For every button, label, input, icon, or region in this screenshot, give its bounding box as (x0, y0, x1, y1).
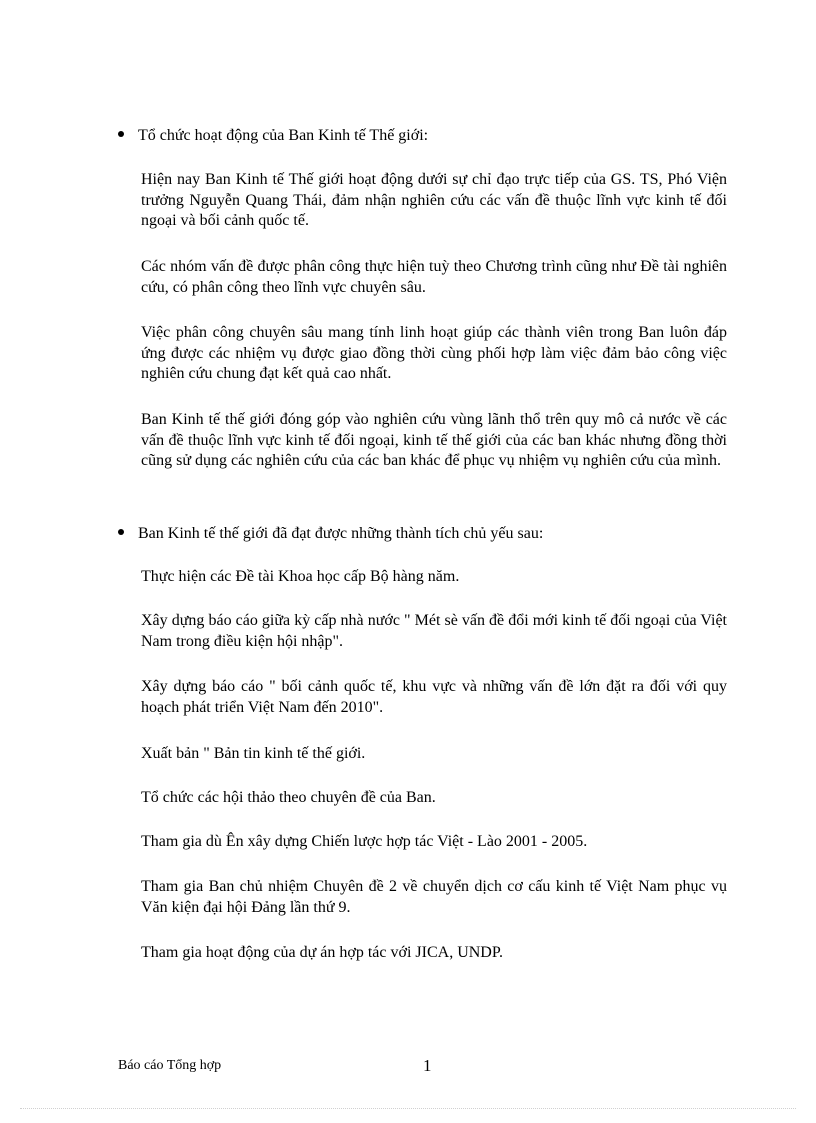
bullet-icon (118, 529, 124, 535)
achievement-item-4: Xuất bản " Bản tin kinh tế thế giới. (141, 745, 366, 762)
page-number: 1 (423, 1056, 432, 1075)
achievement-item-8: Tham gia hoạt động của dự án hợp tác với JICA, UNDP. (141, 944, 503, 961)
achievement-item-6: Tham gia dù Ên xây dựng Chiến lược hợp tác Việt - Lào 2001 - 2005. (141, 833, 588, 850)
section2-heading-text: Ban Kinh tế thế giới đã đạt được những thành tích chủ yếu sau: (138, 525, 544, 542)
achievement-item-1: Thực hiện các Đề tài Khoa học cấp Bộ hàng năm. (141, 568, 460, 585)
section1-paragraph-2: Các nhóm vấn đề được phân công thực hiện tuỳ theo Chương trình cũng như Đề tài nghiên cứu, có phân công theo lĩnh vực chuyên sâu. (141, 258, 727, 296)
section1-heading-text: Tổ chức hoạt động của Ban Kinh tế Thế giới: (138, 127, 429, 144)
achievement-item-5: Tổ chức các hội thảo theo chuyên đề của Ban. (141, 789, 436, 806)
achievement-item-7: Tham gia Ban chủ nhiệm Chuyên đề 2 về chuyển dịch cơ cấu kinh tế Việt Nam phục vụ Văn kiện đại hội Đảng lần thứ 9. (141, 878, 727, 916)
section1-heading (118, 125, 728, 147)
section2-heading (118, 523, 728, 545)
footer-title: Báo cáo Tổng hợp (118, 1058, 222, 1073)
section1-paragraph-4: Ban Kinh tế thế giới đóng góp vào nghiên cứu vùng lãnh thổ trên quy mô cả nước về các vấn đề thuộc lĩnh vực kinh tế đối ngoại, kinh tế thế giới của các ban khác nhưng đồng thời cũng sử dụng các nghiên cứu của các ban khác để phục vụ nhiệm vụ nghiên cứu của mình. (141, 411, 727, 469)
page-bottom-divider (20, 1108, 796, 1109)
achievement-item-2: Xây dựng báo cáo giữa kỳ cấp nhà nước " Mét sè vấn đề đổi mới kinh tế đối ngoại của Việt Nam trong điều kiện hội nhập". (141, 612, 727, 650)
section1-paragraph-1: Hiện nay Ban Kinh tế Thế giới hoạt động dưới sự chỉ đạo trực tiếp của GS. TS, Phó Viện trưởng Nguyễn Quang Thái, đảm nhận nghiên cứu các vấn đề thuộc lĩnh vực kinh tế đối ngoại và bối cảnh quốc tế. (141, 171, 727, 229)
achievement-item-3: Xây dựng báo cáo " bối cảnh quốc tế, khu vực và những vấn đề lớn đặt ra đối với quy hoạch phát triển Việt Nam đến 2010". (141, 678, 727, 716)
bullet-icon (118, 131, 124, 137)
section1-paragraph-3: Việc phân công chuyên sâu mang tính linh hoạt giúp các thành viên trong Ban luôn đáp ứng được các nhiệm vụ được giao đồng thời cùng phối hợp làm việc đảm bảo công việc nghiên cứu chung đạt kết quả cao nhất. (141, 324, 727, 382)
